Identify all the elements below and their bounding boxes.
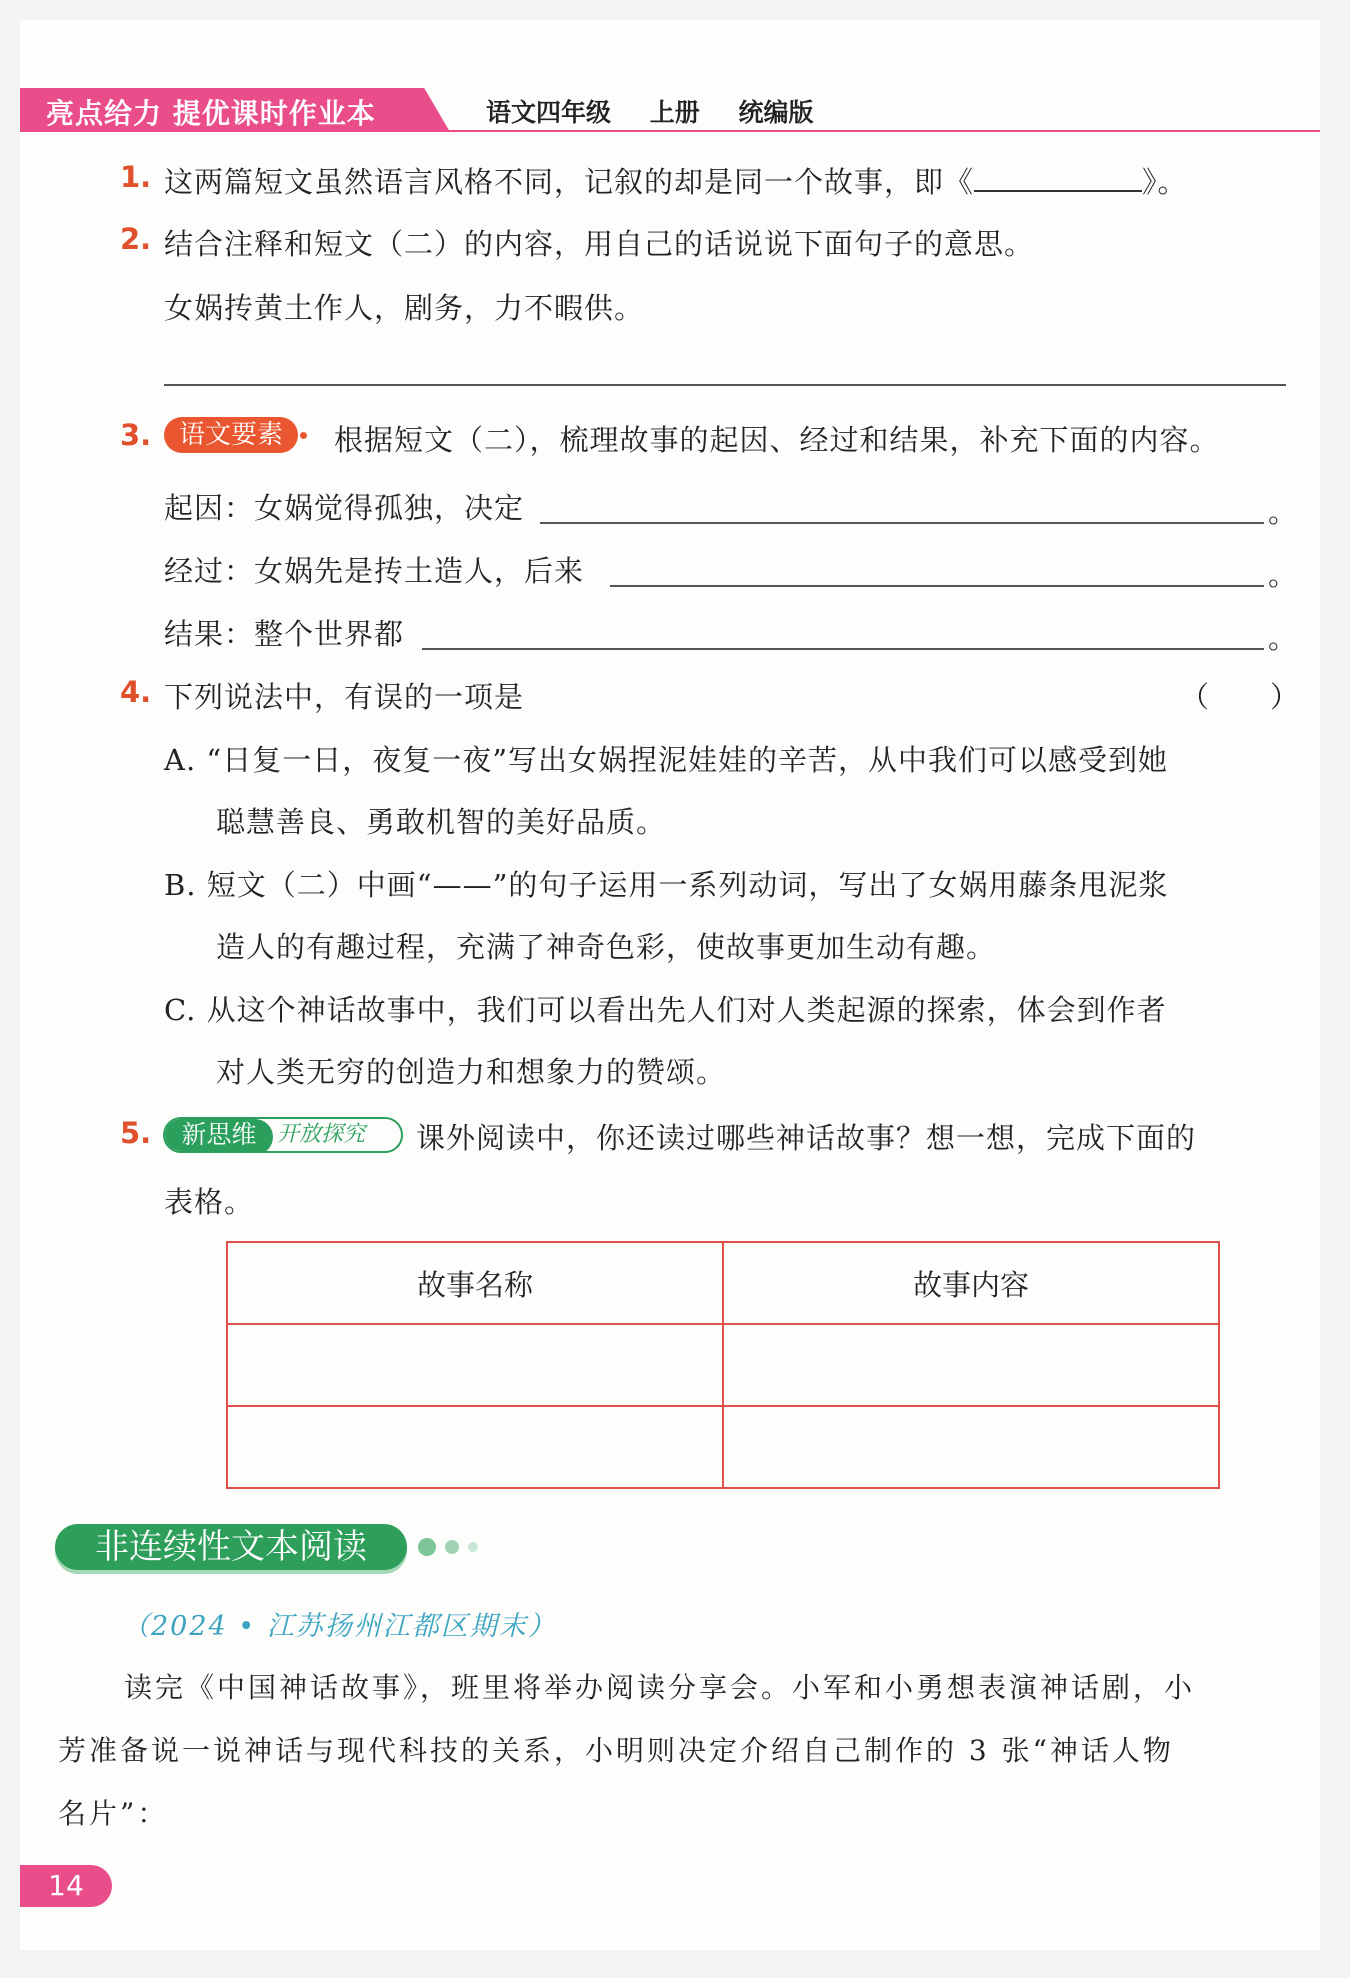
table-header-row [227,1242,1219,1324]
passage-line-1: 读完《中国神话故事》，班里将举办阅读分享会。小军和小勇想表演神话剧，小 [124,1671,1196,1704]
table-row [227,1324,1219,1406]
q1-text-after: 》。 [1142,165,1188,199]
q5-tag-secondary: 开放探究 [277,1122,366,1147]
header-brand: 亮点给力 提优课时作业本 [46,97,376,130]
q3-cause-line[interactable] [540,522,1264,524]
q1-answer-blank[interactable] [974,166,1142,192]
q4-answer-paren[interactable]: （ ） [1180,680,1301,714]
header-volume: 上册 [649,98,700,127]
q3-text: 根据短文（二），梳理故事的起因、经过和结果，补充下面的内容。 [334,423,1220,457]
q5-tag-primary: 新思维 [165,1119,273,1153]
q1-number: 1. [120,160,152,194]
q1-text [164,160,1188,201]
q4-option-c: C. 从这个神话故事中，我们可以看出先人们对人类起源的探索，体会到作者 [164,993,1167,1027]
section-dot-icon [418,1538,436,1556]
q5-text-cont: 表格。 [164,1185,255,1219]
q4-option-b: B. 短文（二）中画“——”的句子运用一系列动词，写出了女娲用藤条甩泥浆 [164,868,1169,902]
q3-process-line[interactable] [610,585,1264,587]
q1-text-before: 这两篇短文虽然语言风格不同，记叙的却是同一个故事，即《 [164,165,975,199]
header-subject: 语文四年级 [486,98,612,127]
table-cell[interactable] [227,1406,723,1488]
table-cell[interactable] [227,1324,723,1406]
passage-line-3: 名片”： [58,1797,169,1830]
q3-cause-period: 。 [1268,495,1299,529]
q3-tag-dot [300,432,307,439]
q4-option-b-cont: 造人的有趣过程，充满了神奇色彩，使故事更加生动有趣。 [216,930,997,964]
section-title-badge: 非连续性文本阅读 [55,1524,407,1570]
q3-process-label: 经过：女娲先是抟土造人，后来 [164,554,585,588]
q5-number: 5. [120,1116,152,1150]
header-rule [20,130,1320,132]
section-dot-icon [445,1540,459,1554]
q4-number: 4. [120,675,152,709]
section-source: （2024 • 江苏扬州江都区期末） [122,1611,557,1642]
q4-text: 下列说法中，有误的一项是 [164,680,525,714]
table-row [227,1406,1219,1488]
q3-process-period: 。 [1268,558,1299,592]
table-cell[interactable] [723,1324,1219,1406]
q4-option-a-cont: 聪慧善良、勇敢机智的美好品质。 [216,805,667,839]
q5-text: 课外阅读中，你还读过哪些神话故事？想一想，完成下面的 [416,1121,1197,1155]
table-header-cell: 故事内容 [723,1242,1219,1324]
q5-tag-badge [163,1117,403,1153]
passage-line-2: 芳准备说一说神话与现代科技的关系，小明则决定介绍自己制作的 3 张“神话人物 [58,1734,1174,1767]
q3-result-period: 。 [1268,621,1299,655]
q3-number: 3. [120,418,152,452]
q3-result-label: 结果：整个世界都 [164,617,405,651]
section-dot-icon [468,1542,478,1552]
header-book-info [486,93,843,129]
q3-tag-badge: 语文要素 [164,417,298,453]
q3-cause-label: 起因：女娲觉得孤独，决定 [164,491,525,525]
page-number: 14 [20,1865,112,1907]
q3-result-line[interactable] [422,648,1264,650]
q4-option-c-cont: 对人类无穷的创造力和想象力的赞颂。 [216,1055,727,1089]
table-header-cell: 故事名称 [227,1242,723,1324]
q2-text: 结合注释和短文（二）的内容，用自己的话说说下面句子的意思。 [164,227,1035,261]
q4-option-a: A. “日复一日，夜复一夜”写出女娲捏泥娃娃的辛苦，从中我们可以感受到她 [164,743,1169,777]
q2-quote: 女娲抟黄土作人，剧务，力不暇供。 [164,291,645,325]
q2-answer-line[interactable] [164,384,1286,386]
q2-number: 2. [120,222,152,256]
table-cell[interactable] [723,1406,1219,1488]
q5-story-table [226,1241,1220,1489]
header-edition: 统编版 [738,98,814,127]
